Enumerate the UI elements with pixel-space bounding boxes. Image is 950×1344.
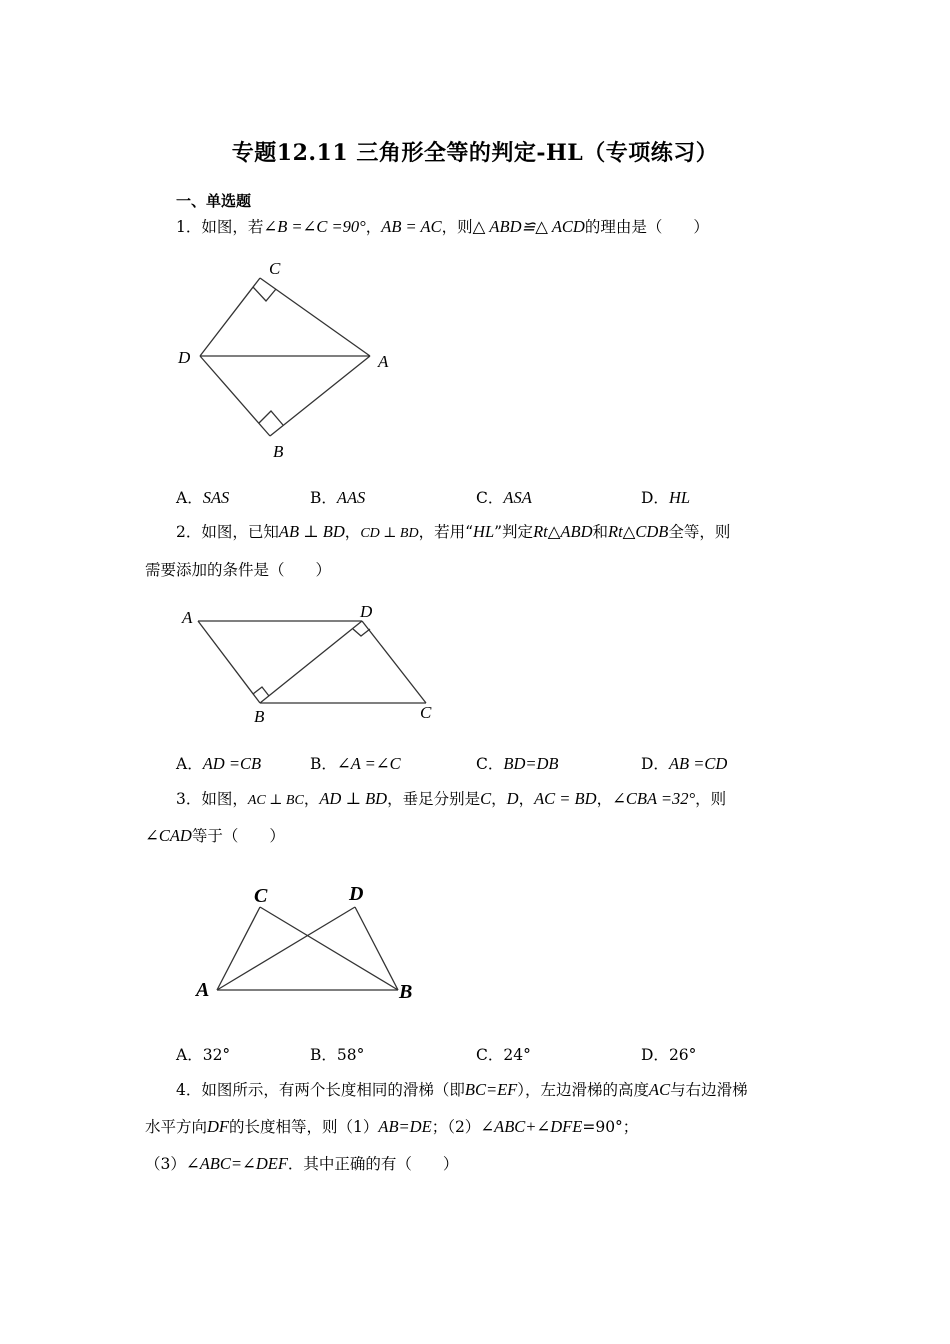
q1-option-d[interactable] xyxy=(641,486,690,508)
q3-connector: ，垂足分别是 xyxy=(387,790,481,808)
q3-point-d: D xyxy=(506,789,519,808)
q3-option-d-text: 26° xyxy=(668,1046,697,1064)
q3-figure xyxy=(180,872,440,1012)
q2-separator: ， xyxy=(344,523,361,541)
q2-connector: ，若用“ xyxy=(418,523,474,541)
q4-df: DF xyxy=(207,1117,230,1136)
q4-text-7: =90°； xyxy=(582,1118,639,1136)
q1-option-c-letter: C． xyxy=(476,489,504,507)
q1-segment-db xyxy=(200,356,270,436)
q3-angle-cad: ∠CAD xyxy=(145,826,192,845)
q3-question-tail: 等于（ ） xyxy=(191,827,285,845)
q1-segment-dc xyxy=(200,278,260,356)
page-title: 专题12.11 三角形全等的判定-HL（专项练习） xyxy=(231,140,719,166)
q1-option-a-text: SAS xyxy=(202,488,230,507)
q3-option-b-letter: B． xyxy=(310,1046,337,1064)
q3-perp-ac-bc: AC ⊥ BC xyxy=(247,793,304,808)
q2-option-a[interactable] xyxy=(176,752,261,774)
q4-angle-eq: ∠ABC=∠DEF xyxy=(185,1154,288,1173)
q2-option-b-letter: B． xyxy=(310,755,337,773)
q3-stem-line-2 xyxy=(145,824,285,846)
q3-option-d[interactable] xyxy=(641,1043,696,1065)
q2-segment-dc xyxy=(362,621,426,703)
q2-figure xyxy=(170,596,450,728)
q1-option-c-text: ASA xyxy=(503,488,532,507)
q3-perp-ad-bd: AD ⊥ BD xyxy=(319,789,388,808)
q3-option-c[interactable] xyxy=(476,1043,531,1065)
q2-segment-bd xyxy=(260,621,362,703)
question-1-stem xyxy=(176,215,709,237)
q2-right-angle-d xyxy=(353,629,370,636)
q4-bc-ef: BC=EF xyxy=(464,1080,518,1099)
q2-right-angle-b xyxy=(253,687,269,696)
q3-option-b-text: 58° xyxy=(336,1046,365,1064)
question-4-line-1 xyxy=(176,1078,748,1100)
section-heading: 一、单选题 xyxy=(176,192,252,210)
q3-angle-cba: ∠CBA =32° xyxy=(612,789,696,808)
q2-option-d[interactable] xyxy=(641,752,727,774)
q2-option-a-letter: A． xyxy=(176,755,203,773)
q4-angle-sum: ∠ABC+∠DFE xyxy=(480,1117,583,1136)
q1-option-a-letter: A． xyxy=(176,489,203,507)
q2-segment-ab xyxy=(198,621,260,703)
q2-option-a-text: AD =CB xyxy=(202,754,262,773)
q1-label-b: B xyxy=(273,442,284,461)
q1-connector: ，则 xyxy=(441,218,473,236)
q3-separator: ， xyxy=(303,790,320,808)
q2-option-c[interactable] xyxy=(476,752,559,774)
q1-angle-condition: ∠B =∠C =90° xyxy=(263,217,366,236)
question-2-stem xyxy=(176,520,730,542)
q4-text-6: ；（2） xyxy=(431,1118,481,1136)
q1-option-d-letter: D． xyxy=(641,489,669,507)
q4-text-1: 4．如图所示，有两个长度相同的滑梯（即 xyxy=(176,1081,465,1099)
q2-option-d-text: AB =CD xyxy=(668,754,728,773)
q1-segment-ba xyxy=(270,356,370,436)
q2-option-b-text: ∠A =∠C xyxy=(336,754,401,773)
q1-option-b-letter: B． xyxy=(310,489,337,507)
q2-and: 和 xyxy=(592,523,609,541)
q2-label-a: A xyxy=(182,608,193,627)
q2-stem-line-2: 需要添加的条件是（ ） xyxy=(145,561,332,579)
q4-ac: AC xyxy=(649,1080,671,1099)
q3-option-d-letter: D． xyxy=(641,1046,669,1064)
q2-label-c: C xyxy=(420,703,432,722)
q3-separator-2: ， xyxy=(491,790,507,808)
q1-segment-ca xyxy=(260,278,370,356)
q1-option-a[interactable] xyxy=(176,486,229,508)
q3-number: 3．如图， xyxy=(176,790,248,808)
q3-point-c: C xyxy=(480,789,492,808)
q3-option-a-text: 32° xyxy=(202,1046,231,1064)
q3-tail: ，则 xyxy=(695,790,727,808)
q1-side-condition: AB = AC xyxy=(381,217,442,236)
q3-option-a[interactable] xyxy=(176,1043,230,1065)
q2-option-d-letter: D． xyxy=(641,755,669,773)
q2-option-c-text: BD=DB xyxy=(503,754,559,773)
q4-ab-de: AB=DE xyxy=(378,1117,432,1136)
q2-option-b[interactable] xyxy=(310,752,401,774)
question-3-stem xyxy=(176,787,726,809)
q3-segment-ad xyxy=(217,907,355,990)
q3-separator-4: ， xyxy=(596,790,613,808)
q2-label-b: B xyxy=(254,707,265,726)
q1-label-a: A xyxy=(378,352,389,371)
q3-option-b[interactable] xyxy=(310,1043,364,1065)
q1-label-d: D xyxy=(178,348,191,367)
q2-perp-ab-bd: AB ⊥ BD xyxy=(278,522,345,541)
q1-right-angle-b xyxy=(259,411,283,425)
q1-option-b-text: AAS xyxy=(336,488,366,507)
q1-number: 1．如图，若 xyxy=(176,218,264,236)
q3-option-c-letter: C． xyxy=(476,1046,504,1064)
q4-text-8: （3） xyxy=(145,1155,186,1173)
q2-number: 2．如图，已知 xyxy=(176,523,279,541)
q2-connector-2: ”判定 xyxy=(494,523,534,541)
question-4-line-3 xyxy=(145,1152,458,1174)
q1-option-d-text: HL xyxy=(668,488,691,507)
q3-label-d: D xyxy=(349,883,364,905)
q4-text-2: ），左边滑梯的高度 xyxy=(517,1081,650,1099)
q4-text-3: 与右边滑梯 xyxy=(670,1081,748,1099)
q1-label-c: C xyxy=(269,259,281,278)
question-4-line-2 xyxy=(145,1115,638,1137)
q3-separator-3: ， xyxy=(518,790,535,808)
q1-question-tail: 的理由是（ ） xyxy=(584,218,709,236)
q1-option-c[interactable] xyxy=(476,486,532,508)
q2-triangle-cdb: Rt△CDB xyxy=(608,522,669,541)
q3-segment-cb xyxy=(260,907,398,990)
q2-option-c-letter: C． xyxy=(476,755,504,773)
q2-triangle-abd: Rt△ABD xyxy=(533,522,593,541)
q3-equal-ac-bd: AC = BD xyxy=(534,789,597,808)
q1-figure xyxy=(170,252,410,467)
q1-option-b[interactable] xyxy=(310,486,365,508)
q1-congruence: △ ABD≌△ ACD xyxy=(472,217,585,236)
q2-tail: 全等，则 xyxy=(668,523,731,541)
q2-hl: HL xyxy=(473,522,495,541)
q2-label-d: D xyxy=(360,602,373,621)
q4-text-5: 的长度相等，则（1） xyxy=(229,1118,379,1136)
q1-right-angle-c xyxy=(253,287,276,301)
q3-label-c: C xyxy=(254,885,268,907)
q3-option-c-text: 24° xyxy=(503,1046,531,1064)
q3-label-b: B xyxy=(399,981,413,1003)
q4-text-9: ．其中正确的有（ ） xyxy=(287,1155,459,1173)
q3-label-a: A xyxy=(196,979,210,1001)
q4-text-4: 水平方向 xyxy=(145,1118,208,1136)
q1-separator: ， xyxy=(365,218,382,236)
q3-option-a-letter: A． xyxy=(176,1046,203,1064)
q2-perp-cd-bd: CD ⊥ BD xyxy=(360,526,419,541)
